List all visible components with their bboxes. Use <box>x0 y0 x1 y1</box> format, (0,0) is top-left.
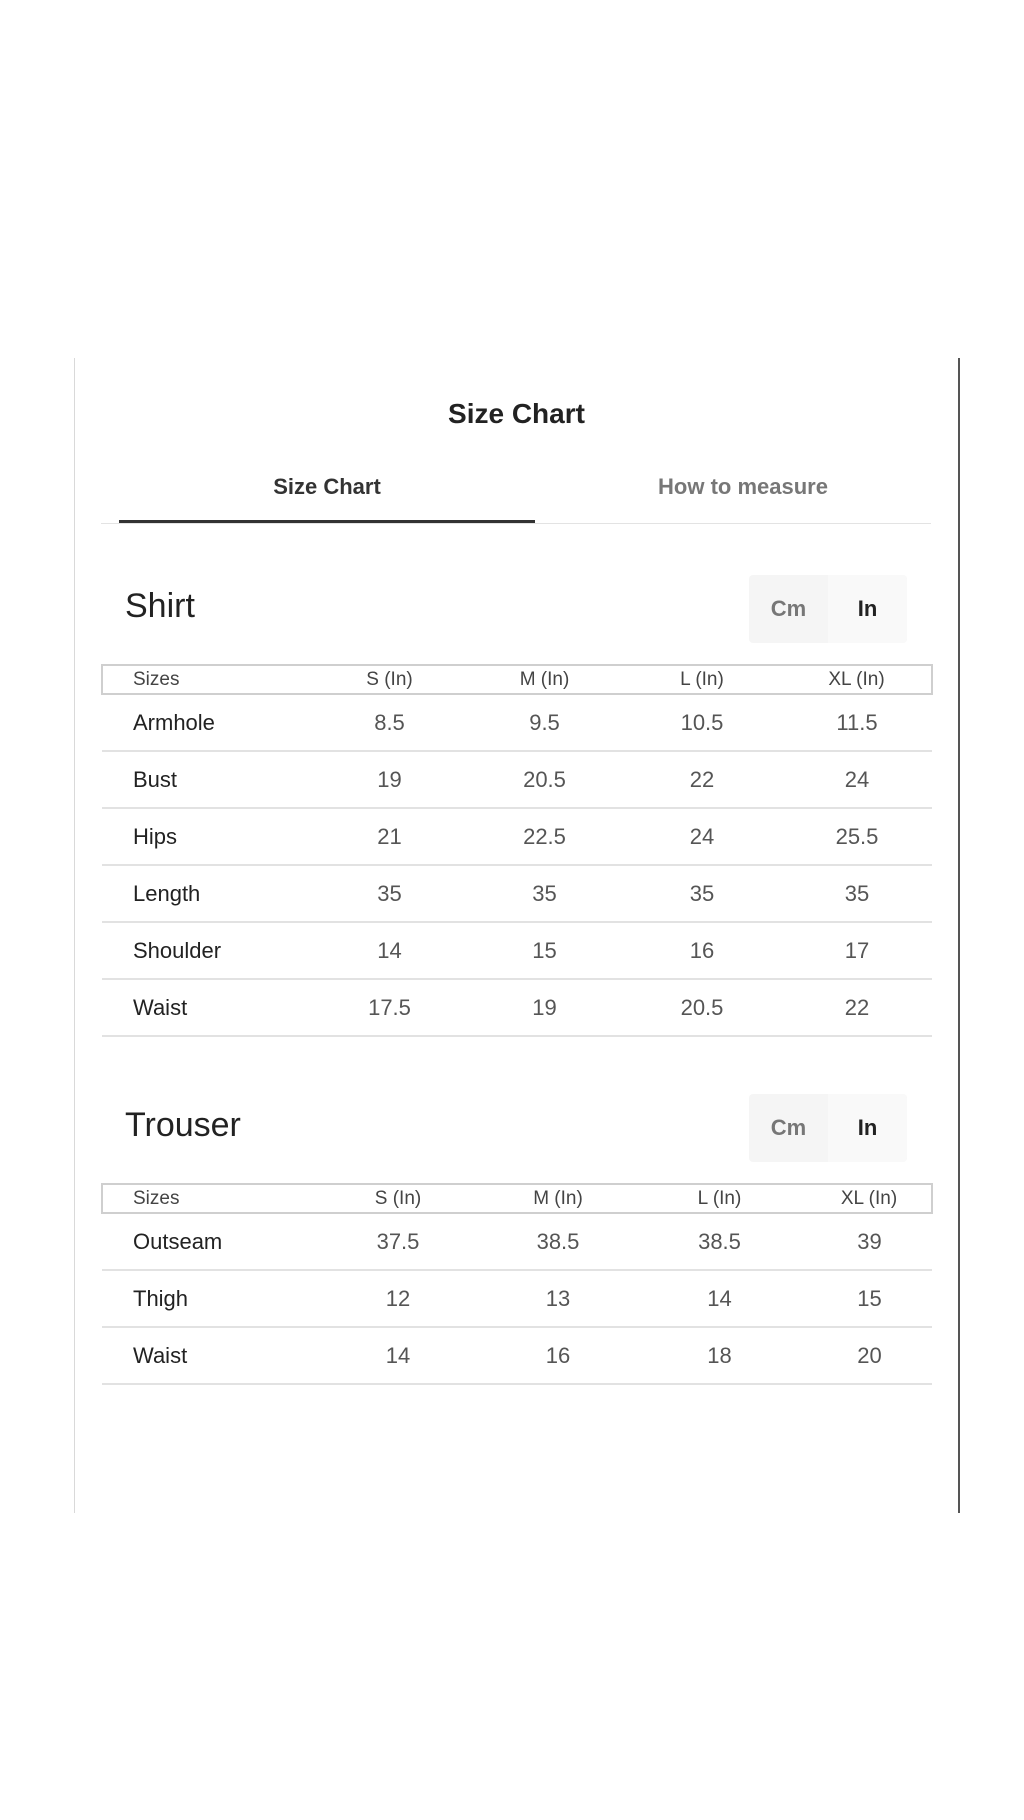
cell-value: 12 <box>312 1270 484 1327</box>
cell-value: 24 <box>622 808 782 865</box>
row-label: Outseam <box>102 1213 312 1270</box>
header-sizes: Sizes <box>102 1184 312 1213</box>
header-size-s: S (In) <box>312 1184 484 1213</box>
table-row <box>102 694 932 751</box>
header-size-xl: XL (In) <box>782 665 932 694</box>
cell-value: 15 <box>807 1270 932 1327</box>
cell-value: 9.5 <box>467 694 622 751</box>
header-size-l: L (In) <box>622 665 782 694</box>
table-row <box>102 1213 932 1270</box>
shirt-unit-in-button[interactable]: In <box>828 575 907 643</box>
cell-value: 38.5 <box>484 1213 632 1270</box>
table-row <box>102 979 932 1036</box>
cell-value: 19 <box>467 979 622 1036</box>
cell-value: 35 <box>782 865 932 922</box>
header-size-m: M (In) <box>484 1184 632 1213</box>
header-size-xl: XL (In) <box>807 1184 932 1213</box>
trouser-section-title: Trouser <box>125 1106 241 1144</box>
cell-value: 25.5 <box>782 808 932 865</box>
cell-value: 39 <box>807 1213 932 1270</box>
cell-value: 35 <box>312 865 467 922</box>
tab-bar <box>101 468 931 524</box>
cell-value: 18 <box>632 1327 807 1384</box>
cell-value: 21 <box>312 808 467 865</box>
table-row <box>102 751 932 808</box>
cell-value: 14 <box>312 922 467 979</box>
table-row <box>102 865 932 922</box>
cell-value: 19 <box>312 751 467 808</box>
header-size-m: M (In) <box>467 665 622 694</box>
row-label: Shoulder <box>102 922 312 979</box>
trouser-unit-cm-button[interactable]: Cm <box>770 1115 807 1140</box>
row-label: Length <box>102 865 312 922</box>
shirt-unit-toggle <box>749 575 907 643</box>
shirt-section-title: Shirt <box>125 587 195 625</box>
header-size-l: L (In) <box>632 1184 807 1213</box>
row-label: Waist <box>102 979 312 1036</box>
header-sizes: Sizes <box>102 665 312 694</box>
cell-value: 14 <box>632 1270 807 1327</box>
cell-value: 35 <box>467 865 622 922</box>
shirt-section-header <box>101 575 931 645</box>
cell-value: 10.5 <box>622 694 782 751</box>
cell-value: 35 <box>622 865 782 922</box>
row-label: Armhole <box>102 694 312 751</box>
cell-value: 17.5 <box>312 979 467 1036</box>
row-label: Waist <box>102 1327 312 1384</box>
cell-value: 20 <box>807 1327 932 1384</box>
cell-value: 13 <box>484 1270 632 1327</box>
cell-value: 20.5 <box>622 979 782 1036</box>
cell-value: 15 <box>467 922 622 979</box>
cell-value: 16 <box>622 922 782 979</box>
row-label: Bust <box>102 751 312 808</box>
row-label: Thigh <box>102 1270 312 1327</box>
table-header-row <box>102 1184 932 1213</box>
cell-value: 11.5 <box>782 694 932 751</box>
table-row <box>102 1327 932 1384</box>
table-row <box>102 922 932 979</box>
tab-size-chart[interactable]: Size Chart <box>119 468 535 523</box>
cell-value: 22 <box>782 979 932 1036</box>
cell-value: 14 <box>312 1327 484 1384</box>
cell-value: 16 <box>484 1327 632 1384</box>
trouser-section-header <box>101 1094 931 1164</box>
cell-value: 17 <box>782 922 932 979</box>
trouser-unit-toggle <box>749 1094 907 1162</box>
modal-title: Size Chart <box>448 398 585 429</box>
cell-value: 24 <box>782 751 932 808</box>
cell-value: 37.5 <box>312 1213 484 1270</box>
header-size-s: S (In) <box>312 665 467 694</box>
cell-value: 22.5 <box>467 808 622 865</box>
cell-value: 8.5 <box>312 694 467 751</box>
shirt-unit-cm-button[interactable]: Cm <box>770 596 807 621</box>
trouser-unit-in-button[interactable]: In <box>828 1094 907 1162</box>
cell-value: 22 <box>622 751 782 808</box>
tab-how-to-measure[interactable]: How to measure <box>658 474 828 499</box>
trouser-size-table <box>101 1183 933 1385</box>
cell-value: 38.5 <box>632 1213 807 1270</box>
table-row <box>102 1270 932 1327</box>
table-header-row <box>102 665 932 694</box>
size-chart-modal <box>74 358 960 1513</box>
table-row <box>102 808 932 865</box>
shirt-size-table <box>101 664 933 1037</box>
cell-value: 20.5 <box>467 751 622 808</box>
row-label: Hips <box>102 808 312 865</box>
